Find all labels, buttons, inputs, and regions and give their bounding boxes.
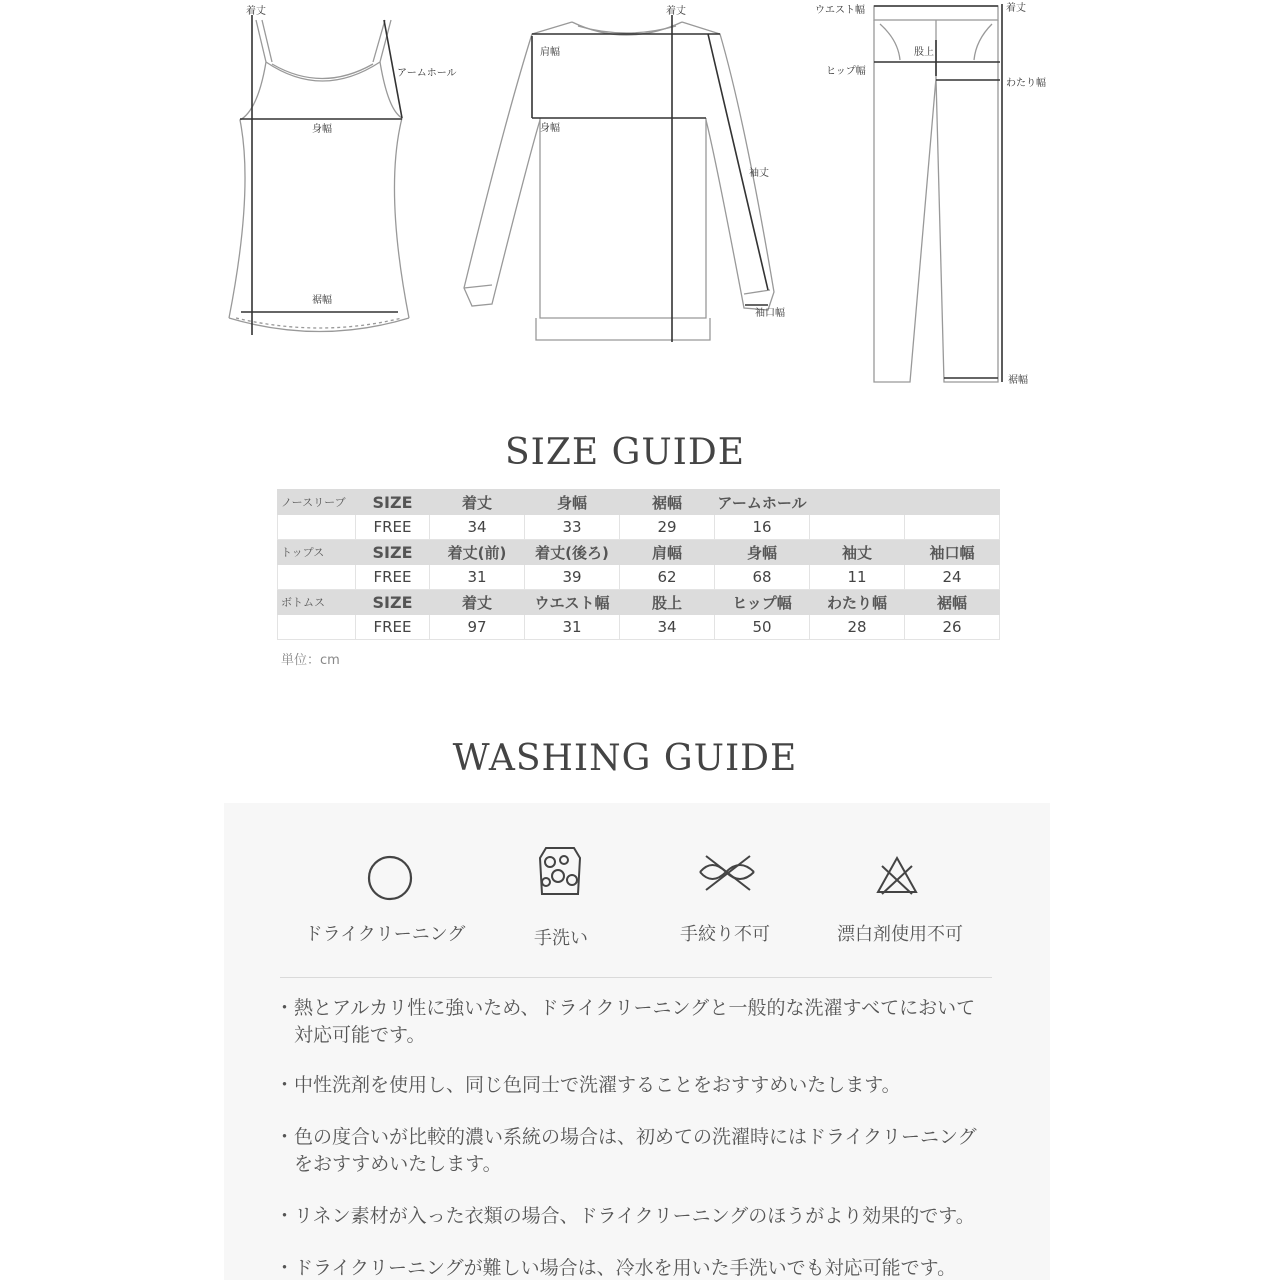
washing-divider	[280, 977, 992, 978]
column-header: 裾幅	[620, 490, 715, 515]
tops-body-width-label: 身幅	[540, 123, 560, 134]
size-table-value-row	[278, 515, 1000, 540]
bottoms-hem-label: 裾幅	[1008, 375, 1028, 386]
measure-value: 34	[620, 615, 715, 640]
size-guide-title: SIZE GUIDE	[504, 432, 746, 473]
hand-wash-label: 手洗い	[534, 928, 588, 949]
measure-value: 24	[905, 565, 1000, 590]
column-header: わたり幅	[810, 590, 905, 615]
bottoms-length-label: 着丈	[1006, 3, 1026, 14]
tops-length-label: 着丈	[666, 6, 686, 17]
column-header	[905, 490, 1000, 515]
no-wringing-icon	[696, 848, 760, 898]
column-header: 着丈	[430, 490, 525, 515]
measure-value: 16	[715, 515, 810, 540]
category-label: トップス	[278, 540, 356, 565]
measure-value: 31	[430, 565, 525, 590]
size-table-header-row	[278, 490, 1000, 515]
garment-diagrams	[0, 0, 1280, 400]
washing-note: ・色の度合いが比較的濃い系統の場合は、初めての洗濯時にはドライクリーニング をおすすめいたします。	[275, 1126, 977, 1175]
unit-note: 単位：cm	[281, 653, 340, 668]
measure-value: 26	[905, 615, 1000, 640]
column-header: ヒップ幅	[715, 590, 810, 615]
size-header: SIZE	[356, 490, 430, 515]
washing-note: ・熱とアルカリ性に強いため、ドライクリーニングと一般的な洗濯すべてにおいて 対応可能です。	[275, 997, 976, 1046]
tops-cuff-label: 袖口幅	[755, 308, 785, 319]
empty-cell	[278, 515, 356, 540]
washing-note: ・中性洗剤を使用し、同じ色同士で洗濯することをおすすめいたします。	[275, 1074, 901, 1096]
column-header: アームホール	[715, 490, 810, 515]
measure-value: 68	[715, 565, 810, 590]
measure-value: 62	[620, 565, 715, 590]
column-header: 着丈(前)	[430, 540, 525, 565]
category-label: ボトムス	[278, 590, 356, 615]
measure-value: 33	[525, 515, 620, 540]
measure-value: 39	[525, 565, 620, 590]
column-header	[810, 490, 905, 515]
column-header: 股上	[620, 590, 715, 615]
sleeveless-diagram	[229, 20, 409, 332]
column-header: 着丈	[430, 590, 525, 615]
column-header: 身幅	[525, 490, 620, 515]
size-value: FREE	[356, 615, 430, 640]
no-bleach-label: 漂白剤使用不可	[837, 924, 963, 945]
size-header: SIZE	[356, 540, 430, 565]
washing-note: ・リネン素材が入った衣類の場合、ドライクリーニングのほうがより効果的です。	[275, 1205, 975, 1227]
column-header: ウエスト幅	[525, 590, 620, 615]
column-header: 身幅	[715, 540, 810, 565]
measure-value: 31	[525, 615, 620, 640]
sleeveless-armhole-label: アームホール	[397, 68, 457, 79]
sleeveless-hem-width-label: 裾幅	[312, 295, 332, 306]
size-table-header-row	[278, 590, 1000, 615]
size-guide-table	[277, 489, 1000, 640]
column-header: 袖口幅	[905, 540, 1000, 565]
empty-cell	[278, 615, 356, 640]
size-value: FREE	[356, 565, 430, 590]
bottoms-waist-label: ウエスト幅	[815, 5, 865, 16]
size-table-value-row	[278, 565, 1000, 590]
tops-diagram	[464, 22, 774, 340]
measure-value: 29	[620, 515, 715, 540]
empty-cell	[278, 565, 356, 590]
dry-cleaning-circle-icon	[360, 850, 420, 910]
column-header: 肩幅	[620, 540, 715, 565]
category-label: ノースリーブ	[278, 490, 356, 515]
bottoms-thigh-label: わたり幅	[1006, 78, 1046, 89]
size-value: FREE	[356, 515, 430, 540]
tops-sleeve-length-label: 袖丈	[749, 168, 769, 179]
size-header: SIZE	[356, 590, 430, 615]
column-header: 裾幅	[905, 590, 1000, 615]
hand-wash-icon	[528, 842, 592, 906]
column-header: 袖丈	[810, 540, 905, 565]
tops-shoulder-label: 肩幅	[540, 47, 560, 58]
size-table-value-row	[278, 615, 1000, 640]
measure-value: 28	[810, 615, 905, 640]
dry-cleaning-label: ドライクリーニング	[304, 924, 466, 945]
tops-measure-lines	[532, 15, 768, 342]
measure-value: 11	[810, 565, 905, 590]
measure-value	[905, 515, 1000, 540]
bottoms-rise-label: 股上	[914, 47, 934, 58]
bottoms-measure-lines	[874, 4, 1002, 382]
measure-value: 50	[715, 615, 810, 640]
washing-note: ・ドライクリーニングが難しい場合は、冷水を用いた手洗いでも対応可能です。	[275, 1257, 957, 1279]
measure-value: 97	[430, 615, 525, 640]
sleeveless-body-width-label: 身幅	[312, 124, 332, 135]
sleeveless-length-label: 着丈	[246, 6, 266, 17]
washing-guide-title: WASHING GUIDE	[452, 738, 798, 779]
no-wringing-label: 手絞り不可	[680, 924, 770, 945]
column-header: 着丈(後ろ)	[525, 540, 620, 565]
measure-value	[810, 515, 905, 540]
bottoms-hip-label: ヒップ幅	[826, 66, 866, 77]
size-table-header-row	[278, 540, 1000, 565]
no-bleach-icon	[872, 850, 922, 900]
measure-value: 34	[430, 515, 525, 540]
